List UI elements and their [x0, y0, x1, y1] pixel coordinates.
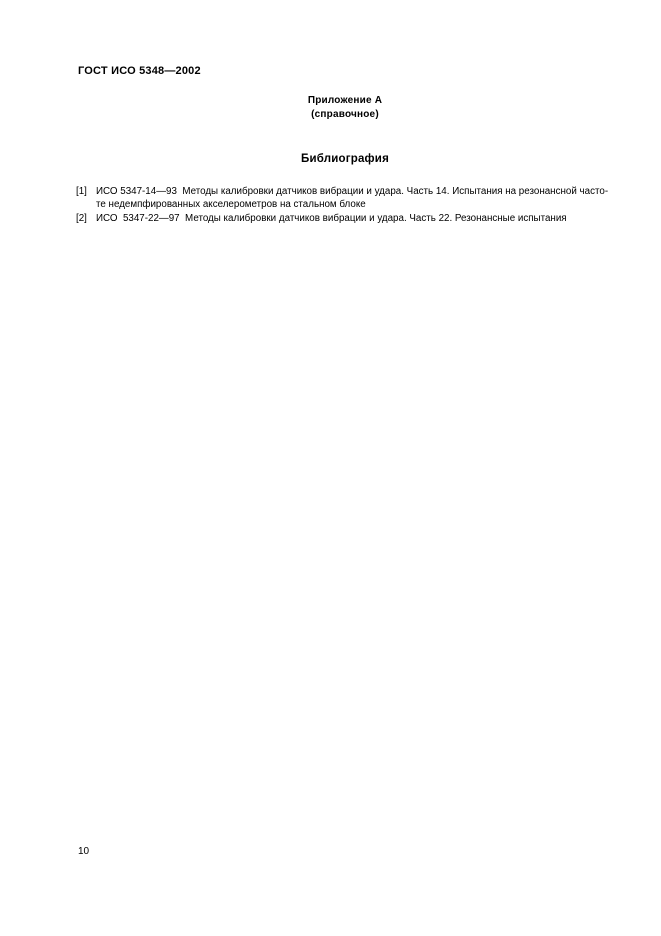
- page-number: 10: [78, 846, 90, 857]
- appendix-title: Приложение А: [307, 95, 383, 106]
- entry-line: ИСО 5347-22—97 Методы калибровки датчиков вибрации и удара. Часть 22. Резонансные испытания: [96, 212, 567, 224]
- entry-line: те недемпфированных акселерометров на стальном блоке: [96, 199, 366, 211]
- section-title-bibliography: Библиография: [300, 153, 389, 165]
- appendix-subtitle: (справочное): [311, 108, 379, 120]
- bibliography-list: [76, 185, 608, 225]
- entry-text: [96, 185, 608, 212]
- appendix-heading: [78, 94, 612, 121]
- entry-ref: [1]: [76, 186, 87, 197]
- running-header-standard-designation: ГОСТ ИСО 5348—2002: [78, 65, 201, 77]
- bibliography-entry-2: [76, 212, 608, 225]
- bibliography-entry-1: [76, 185, 608, 212]
- entry-ref: [2]: [76, 212, 87, 224]
- entry-line: ИСО 5347-14—93 Методы калибровки датчиков вибрации и удара. Часть 14. Испытания на резонансной часто-: [96, 186, 609, 197]
- entry-text: [96, 212, 567, 225]
